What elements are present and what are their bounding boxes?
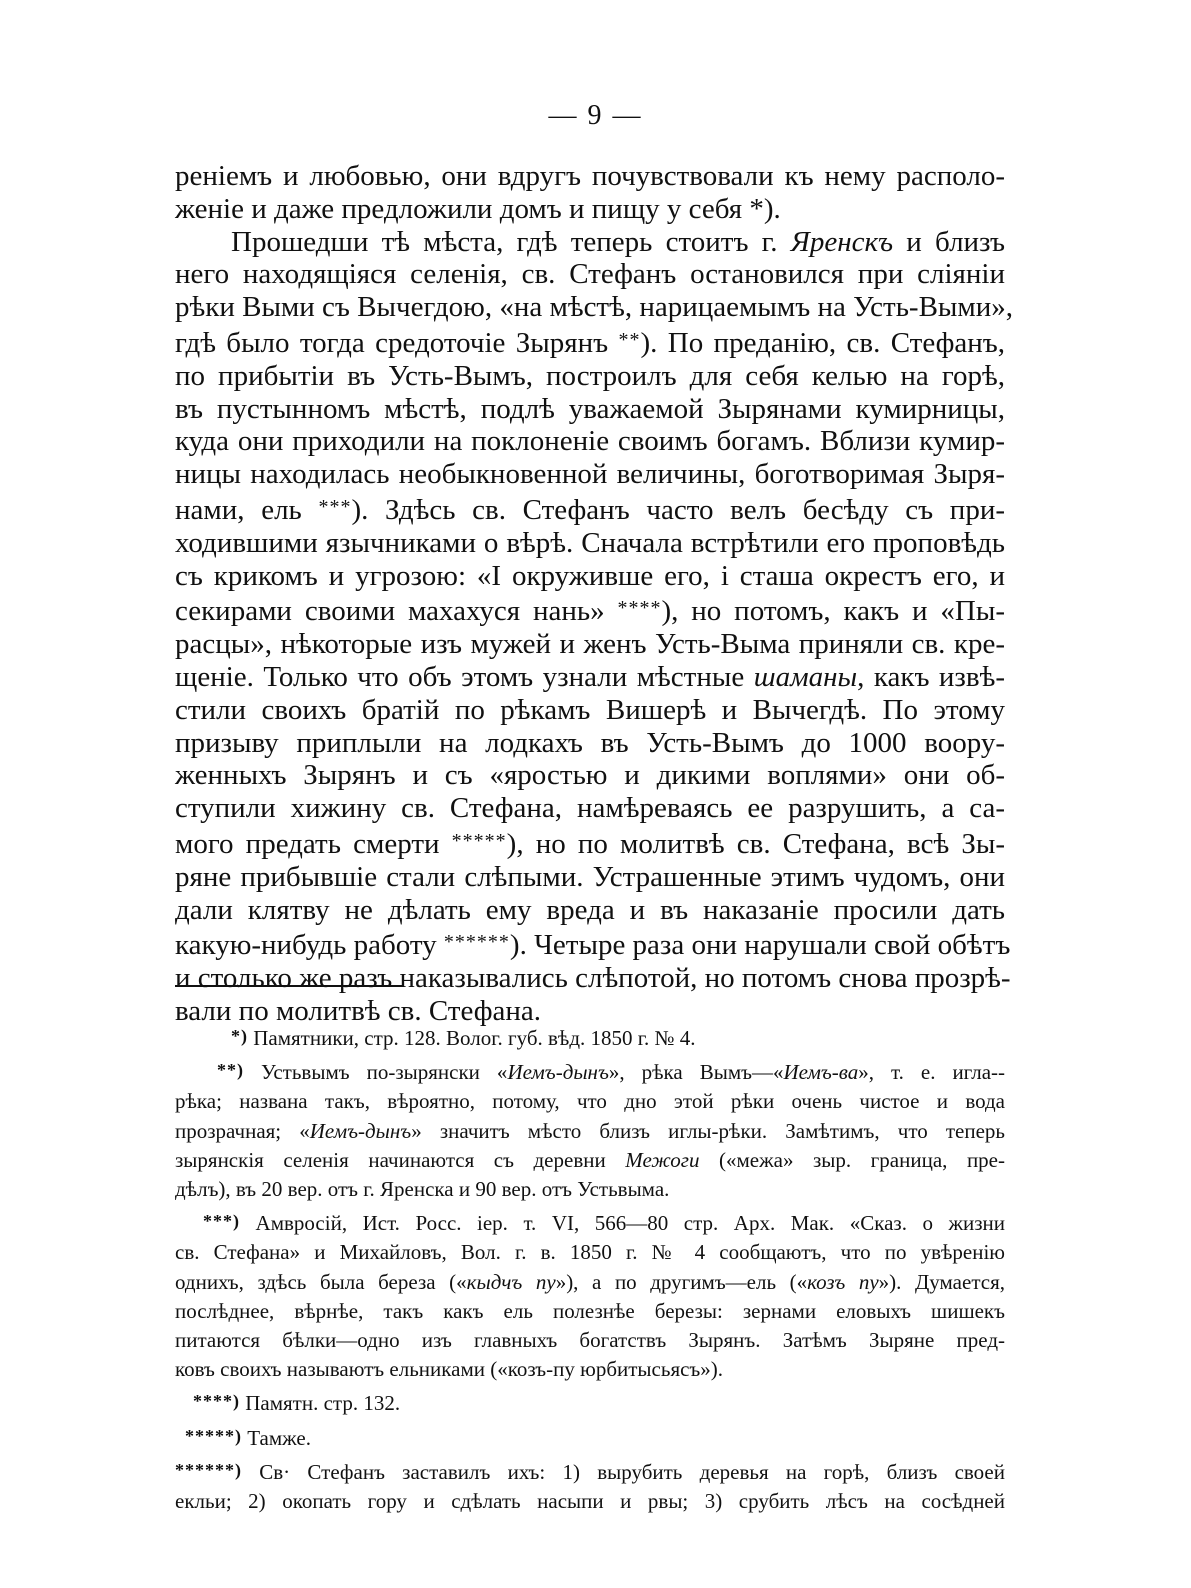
footnote-line: послѣднее, вѣрнѣе, такъ какъ ель полезнѣе березы: зернами еловыхъ шишекъ bbox=[175, 1298, 1005, 1323]
footnote-4 bbox=[175, 1387, 1005, 1418]
text-line: мого предать смерти *****), но по молитвѣ св. Стефана, всѣ Зы- bbox=[175, 827, 1006, 860]
footnote-mark: *) bbox=[231, 1026, 248, 1046]
footnote-line: ***) Амвросій, Ист. Росс. іер. т. VI, 566—80 стр. Арх. Мак. «Сказ. о жизни bbox=[203, 1211, 1006, 1236]
footnote-5 bbox=[175, 1422, 1005, 1453]
footnote-line: екльи; 2) окопать гору и сдѣлать насыпи и рвы; 3) срубить лѣсъ на сосѣдней bbox=[175, 1489, 1005, 1514]
page-number: — 9 — bbox=[548, 100, 643, 131]
text-line: Прошедши тѣ мѣста, гдѣ теперь стоитъ г. Яренскъ и близъ bbox=[231, 225, 1006, 258]
footnote-line: ******) Св· Стефанъ заставилъ ихъ: 1) вырубить деревья на горѣ, близъ своей bbox=[175, 1459, 1005, 1484]
footnote-divider bbox=[175, 985, 403, 987]
text-line: куда они приходили на поклоненіе своимъ богамъ. Вблизи кумир- bbox=[175, 425, 1005, 458]
text-line: ряне прибывшіе стали слѣпыми. Устрашенные этимъ чудомъ, они bbox=[175, 860, 1005, 893]
footnotes bbox=[175, 1022, 1005, 1519]
footnote-mark: ******) bbox=[175, 1459, 242, 1480]
text-line: въ пустынномъ мѣстѣ, подлѣ уважаемой Зырянами кумирницы, bbox=[175, 392, 1005, 425]
text-line: ницы находилась необыкновенной величины, боготворимая Зыря- bbox=[175, 458, 1005, 491]
footnote-mark: **) bbox=[217, 1060, 244, 1081]
text-line: нами, ель ***). Здѣсь св. Стефанъ часто велъ бесѣду съ при- bbox=[175, 493, 1006, 526]
text-line: ступили хижину св. Стефана, намѣреваясь ее разрушить, а са- bbox=[175, 792, 1005, 825]
footnote-line: однихъ, здѣсь была береза («кыдчъ пу»), а по другимъ—ель («козъ пу»). Думается, bbox=[175, 1269, 1005, 1294]
footnote-line: рѣка; названа такъ, вѣроятно, потому, что дно этой рѣки очень чистое и вода bbox=[175, 1089, 1005, 1114]
footnote-line: зырянскія селенія начинаются съ деревни Межоги («межа» зыр. граница, пре- bbox=[175, 1147, 1005, 1172]
footnote-mark: ***) bbox=[203, 1211, 240, 1232]
text-line: и столько же разъ наказывались слѣпотой, но потомъ снова прозрѣ- bbox=[175, 962, 1011, 995]
footnote-ref: ** bbox=[618, 328, 641, 351]
footnote-line: *****) Тамже. bbox=[185, 1425, 311, 1450]
footnote-mark: *****) bbox=[185, 1425, 242, 1446]
italic-term: шаманы bbox=[753, 660, 858, 693]
footnote-ref: ****** bbox=[443, 931, 510, 954]
footnote-line: *) Памятники, стр. 128. Волог. губ. вѣд. 1850 г. № 4. bbox=[231, 1026, 696, 1050]
text-line: женіе и даже предложили домъ и пищу у себя *). bbox=[175, 192, 781, 225]
text-line: призыву приплыли на лодкахъ въ Усть-Вымъ до 1000 воору- bbox=[175, 726, 1005, 759]
footnote-2 bbox=[175, 1056, 1005, 1204]
footnote-line: ****) Памятн. стр. 132. bbox=[193, 1391, 401, 1416]
text-line: расцы», нѣкоторые изъ мужей и женъ Усть-Выма приняли св. кре- bbox=[175, 628, 1005, 661]
text-line: женныхъ Зырянъ и съ «яростью и дикими воплями» они об- bbox=[175, 759, 1005, 792]
footnote-1 bbox=[175, 1022, 1005, 1053]
footnote-6 bbox=[175, 1456, 1005, 1516]
text-line: съ крикомъ и угрозою: «І окруживше его, і сташа окрестъ его, и bbox=[175, 559, 1005, 592]
text-line: вали по молитвѣ св. Стефана. bbox=[175, 994, 541, 1027]
footnote-line: прозрачная; «Иемъ-дынъ» значитъ мѣсто близъ иглы-рѣки. Замѣтимъ, что теперь bbox=[175, 1118, 1005, 1143]
footnote-mark: ****) bbox=[193, 1391, 240, 1412]
text-line: по прибытіи въ Усть-Вымъ, построилъ для себя келью на горѣ, bbox=[175, 359, 1005, 392]
text-line: реніемъ и любовью, они вдругъ почувствовали къ нему располо- bbox=[175, 160, 1005, 192]
text-line: него находящіяся селенія, св. Стефанъ остановился при сліяніи bbox=[175, 258, 1005, 291]
italic-place-name: Яренскъ bbox=[790, 225, 894, 258]
footnote-line: **) Устьвымъ по-зырянски «Иемъ-дынъ», рѣка Вымъ—«Иемъ-ва», т. е. игла-- bbox=[217, 1060, 1006, 1085]
footnote-ref: ***** bbox=[451, 829, 507, 852]
text-line: ходившими язычниками о вѣрѣ. Сначала встрѣтили его проповѣдь bbox=[175, 526, 1005, 559]
footnote-line: питаются бѣлки—одно изъ главныхъ богатствъ Зырянъ. Затѣмъ Зыряне пред- bbox=[175, 1328, 1005, 1353]
main-text bbox=[175, 160, 1014, 1028]
footnote-line: св. Стефана» и Михайловъ, Вол. г. в. 1850 г. № 4 сообщаютъ, что по увѣренію bbox=[175, 1240, 1005, 1265]
text-line: гдѣ было тогда средоточіе Зырянъ **). По преданію, св. Стефанъ, bbox=[175, 326, 1005, 359]
footnote-ref: **** bbox=[617, 597, 662, 620]
text-line: дали клятву не дѣлать ему вреда и въ наказаніе просили дать bbox=[175, 893, 1005, 926]
footnote-ref: *** bbox=[318, 495, 352, 518]
footnote-3 bbox=[175, 1207, 1005, 1384]
text-line: стили своихъ братій по рѣкамъ Вишерѣ и Вычегдѣ. По этому bbox=[175, 693, 1005, 726]
footnote-line: ковъ своихъ называютъ ельниками («козъ-пу юрбитысьясъ»). bbox=[175, 1357, 724, 1382]
footnote-line: дѣлъ), въ 20 вер. отъ г. Яренска и 90 вер. отъ Устьвыма. bbox=[175, 1177, 670, 1202]
text-line: секирами своими махахуся нань» ****), но потомъ, какъ и «Пы- bbox=[175, 595, 1006, 628]
text-line: щеніе. Только что объ этомъ узнали мѣстные шаманы, какъ извѣ- bbox=[175, 660, 1005, 693]
text-line: рѣки Выми съ Вычегдою, «на мѣстѣ, нарицаемымъ на Усть-Выми», bbox=[175, 291, 1014, 324]
text-line: какую-нибудь работу ******). Четыре раза они нарушали свой обѣтъ bbox=[175, 929, 1011, 962]
